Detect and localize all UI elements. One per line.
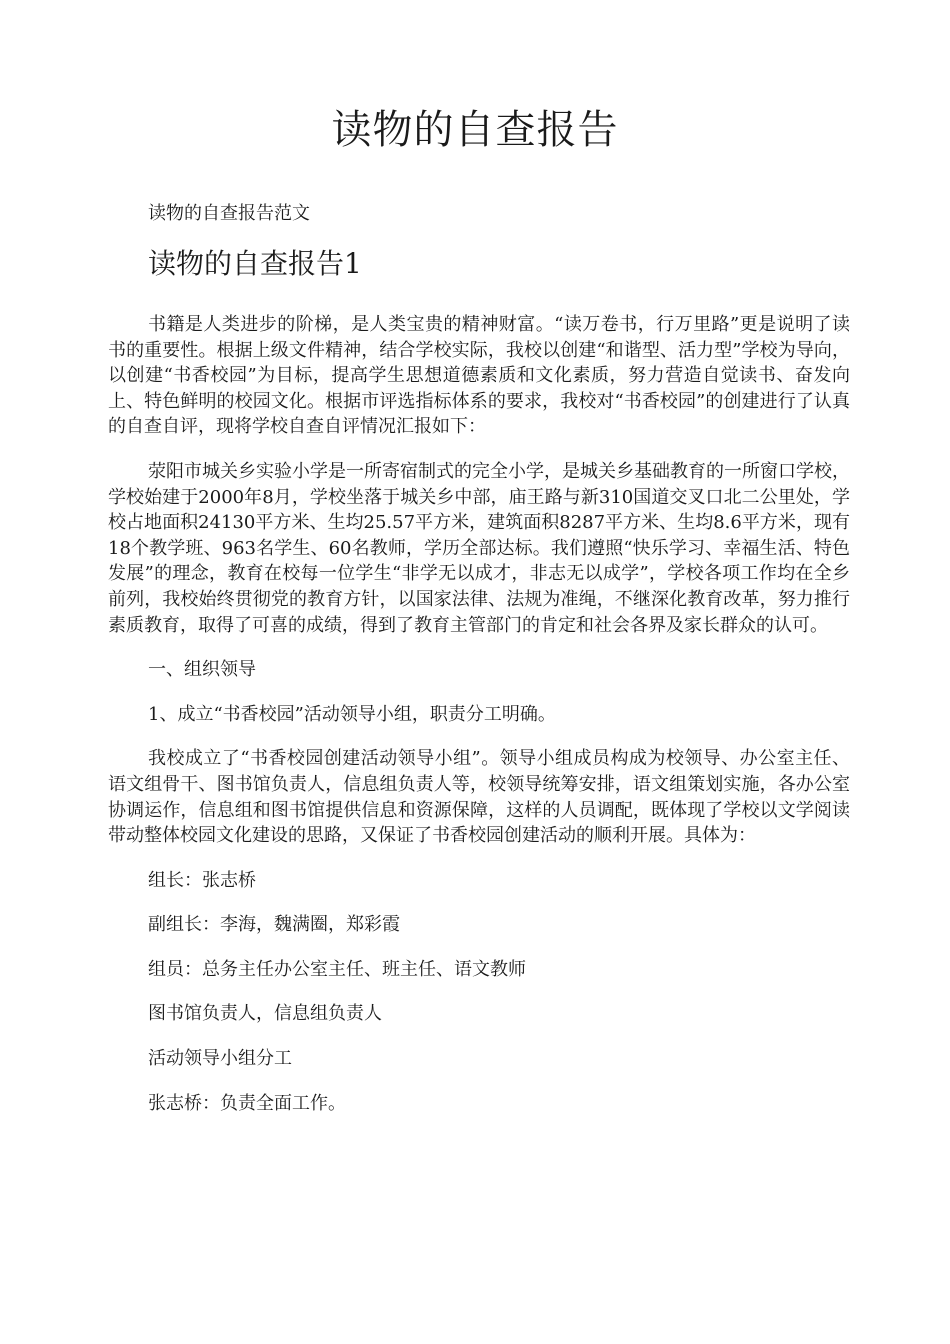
line-library-info: 图书馆负责人，信息组负责人 [148,1003,382,1025]
line-zhang-duties: 张志桥：负责全面工作。 [148,1092,346,1114]
line-deputy-leaders: 副组长：李海，魏满圈，郑彩霞 [148,914,400,936]
paragraph-leadership-group: 我校成立了“书香校园创建活动领导小组”。领导小组成员构成为校领导、办公室主任、语文组骨干、图书馆负责人，信息组负责人等，校领导统筹安排，语文组策划实施，各办公室协调运作，信息组和图书馆提供信息和资源保障，这样的人员调配，既体现了学校以文学阅读带动整体校园文化建设的思路，又保证了书香校园创建活动的顺利开展。具体为： [108,748,850,847]
section-heading: 读物的自查报告1 [148,247,362,280]
paragraph-school-profile: 荥阳市城关乡实验小学是一所寄宿制式的完全小学，是城关乡基础教育的一所窗口学校，学校始建于2000年8月，学校坐落于城关乡中部，庙王路与新310国道交叉口北二公里处，学校占地面积24130平方米、生均25.57平方米，建筑面积8287平方米、生均8.6平方米，现有18个教学班、963名学生、60名教师，学历全部达标。我们遵照“快乐学习、幸福生活、特色发展”的理念，教育在校每一位学生“非学无以成才，非志无以成学”，学校各项工作均在全乡前列，我校始终贯彻党的教育方针，以国家法律、法规为准绳，不继深化教育改革，努力推行素质教育，取得了可喜的成绩，得到了教育主管部门的肯定和社会各界及家长群众的认可。 [108,460,850,636]
subheading-leadership-group: 1、成立“书香校园”活动领导小组，职责分工明确。 [148,703,556,725]
document-title: 读物的自查报告 [331,107,619,153]
line-members: 组员：总务主任办公室主任、班主任、语文教师 [148,958,526,980]
document-subtitle: 读物的自查报告范文 [148,203,310,224]
line-group-leader: 组长：张志桥 [148,869,256,891]
document-body [108,312,850,1116]
heading-organization: 一、组织领导 [148,659,256,681]
paragraph-intro: 书籍是人类进步的阶梯，是人类宝贵的精神财富。“读万卷书，行万里路”更是说明了读书的重要性。根据上级文件精神，结合学校实际，我校以创建“和谐型、活力型”学校为导向，以创建“书香校园”为目标，提高学生思想道德素质和文化素质，努力营造自觉读书、奋发向上、特色鲜明的校园文化。根据市评选指标体系的要求，我校对“书香校园”的创建进行了认真的自查自评，现将学校自查自评情况汇报如下： [108,314,850,438]
line-division-of-work: 活动领导小组分工 [148,1048,292,1070]
